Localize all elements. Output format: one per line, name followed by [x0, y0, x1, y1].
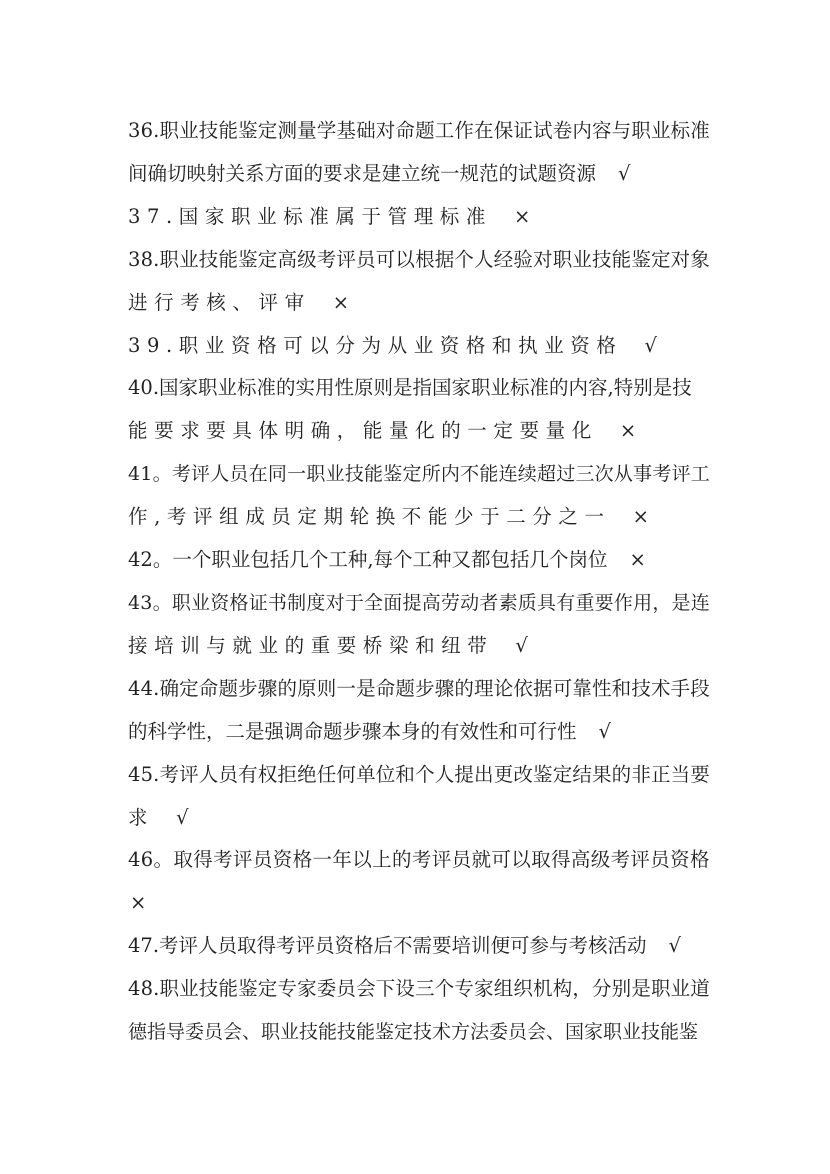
- question-text: 39.职业资格可以分为从业资格和执业资格: [128, 333, 623, 357]
- question-line: [128, 453, 718, 496]
- question-text: 44.确定命题步骤的原则一是命题步骤的理论依据可靠性和技术手段: [128, 676, 710, 700]
- question-line: [128, 410, 718, 453]
- question-item: [128, 925, 718, 968]
- question-text: 41。考评人员在同一职业技能鉴定所内不能连续超过三次从事考评工: [128, 463, 710, 486]
- question-text: 40.国家职业标准的实用性原则是指国家职业标准的内容,特别是技: [128, 376, 692, 400]
- question-text: 46。取得考评员资格一年以上的考评员就可以取得高级考评员资格: [128, 848, 710, 872]
- question-line: [128, 539, 718, 582]
- question-item: [128, 539, 718, 582]
- question-line: [128, 367, 718, 410]
- question-text: 作,考评组成员定期轮换不能少于二分之一: [128, 505, 611, 529]
- answer-true-mark: √: [618, 161, 631, 185]
- question-line: [128, 1011, 718, 1054]
- question-text: 42。一个职业包括几个工种,每个工种又都包括几个岗位: [128, 548, 608, 572]
- question-item: [128, 196, 718, 239]
- question-line: [128, 153, 718, 196]
- question-text: 36.职业技能鉴定测量学基础对命题工作在保证试卷内容与职业标准: [128, 119, 710, 142]
- question-item: [128, 453, 718, 539]
- question-item: [128, 968, 718, 1054]
- document-page: [128, 110, 718, 1054]
- question-text: 的科学性，二是强调命题步骤本身的有效性和可行性: [128, 719, 577, 743]
- question-line: [128, 711, 718, 754]
- answer-true-mark: √: [598, 719, 611, 743]
- question-line: [128, 625, 718, 668]
- question-text: 能要求要具体明确，能量化的一定要量化: [128, 419, 598, 443]
- question-line: [128, 496, 718, 539]
- question-line: [128, 968, 718, 1011]
- question-item: [128, 839, 718, 925]
- question-item: [128, 754, 718, 840]
- answer-true-mark: √: [668, 934, 681, 958]
- answer-false-mark: ×: [130, 891, 147, 915]
- question-text: 德指导委员会、职业技能技能鉴定技术方法委员会、国家职业技能鉴: [128, 1021, 699, 1044]
- question-line: [128, 282, 718, 325]
- answer-false-mark: ×: [629, 548, 646, 572]
- question-item: [128, 325, 718, 368]
- answer-false-mark: ×: [632, 505, 649, 529]
- question-text: 38.职业技能鉴定高级考评员可以根据个人经验对职业技能鉴定对象: [128, 247, 710, 271]
- question-line: [128, 797, 718, 840]
- question-line: [128, 882, 718, 925]
- question-item: [128, 239, 718, 325]
- question-item: [128, 367, 718, 453]
- question-line: [128, 925, 718, 968]
- question-text: 求: [128, 805, 155, 829]
- answer-true-mark: √: [644, 333, 657, 357]
- question-item: [128, 668, 718, 754]
- question-item: [128, 582, 718, 668]
- question-line: [128, 754, 718, 797]
- question-text: 43。职业资格证书制度对于全面提高劳动者素质具有重要作用，是连: [128, 591, 710, 614]
- answer-true-mark: √: [176, 805, 189, 829]
- question-line: [128, 582, 718, 625]
- question-line: [128, 196, 718, 239]
- answer-false-mark: ×: [332, 290, 350, 314]
- answer-false-mark: ×: [619, 419, 637, 443]
- question-line: [128, 325, 718, 368]
- question-line: [128, 110, 718, 153]
- question-text: 47.考评人员取得考评员资格后不需要培训便可参与考核活动: [128, 934, 647, 958]
- question-text: 45.考评人员有权拒绝任何单位和个人提出更改鉴定结果的非正当要: [128, 762, 710, 786]
- question-text: 间确切映射关系方面的要求是建立统一规范的试题资源: [128, 161, 597, 185]
- answer-false-mark: ×: [514, 204, 531, 228]
- question-text: 接培训与就业的重要桥梁和纽带: [128, 633, 494, 657]
- question-item: [128, 110, 718, 196]
- answer-true-mark: √: [515, 633, 528, 657]
- question-text: 进行考核、评审: [128, 290, 311, 314]
- question-line: [128, 239, 718, 282]
- question-text: 48.职业技能鉴定专家委员会下设三个专家组织机构，分别是职业道: [128, 977, 710, 1001]
- question-line: [128, 839, 718, 882]
- question-line: [128, 668, 718, 711]
- question-text: 37.国家职业标准属于管理标准: [128, 204, 493, 228]
